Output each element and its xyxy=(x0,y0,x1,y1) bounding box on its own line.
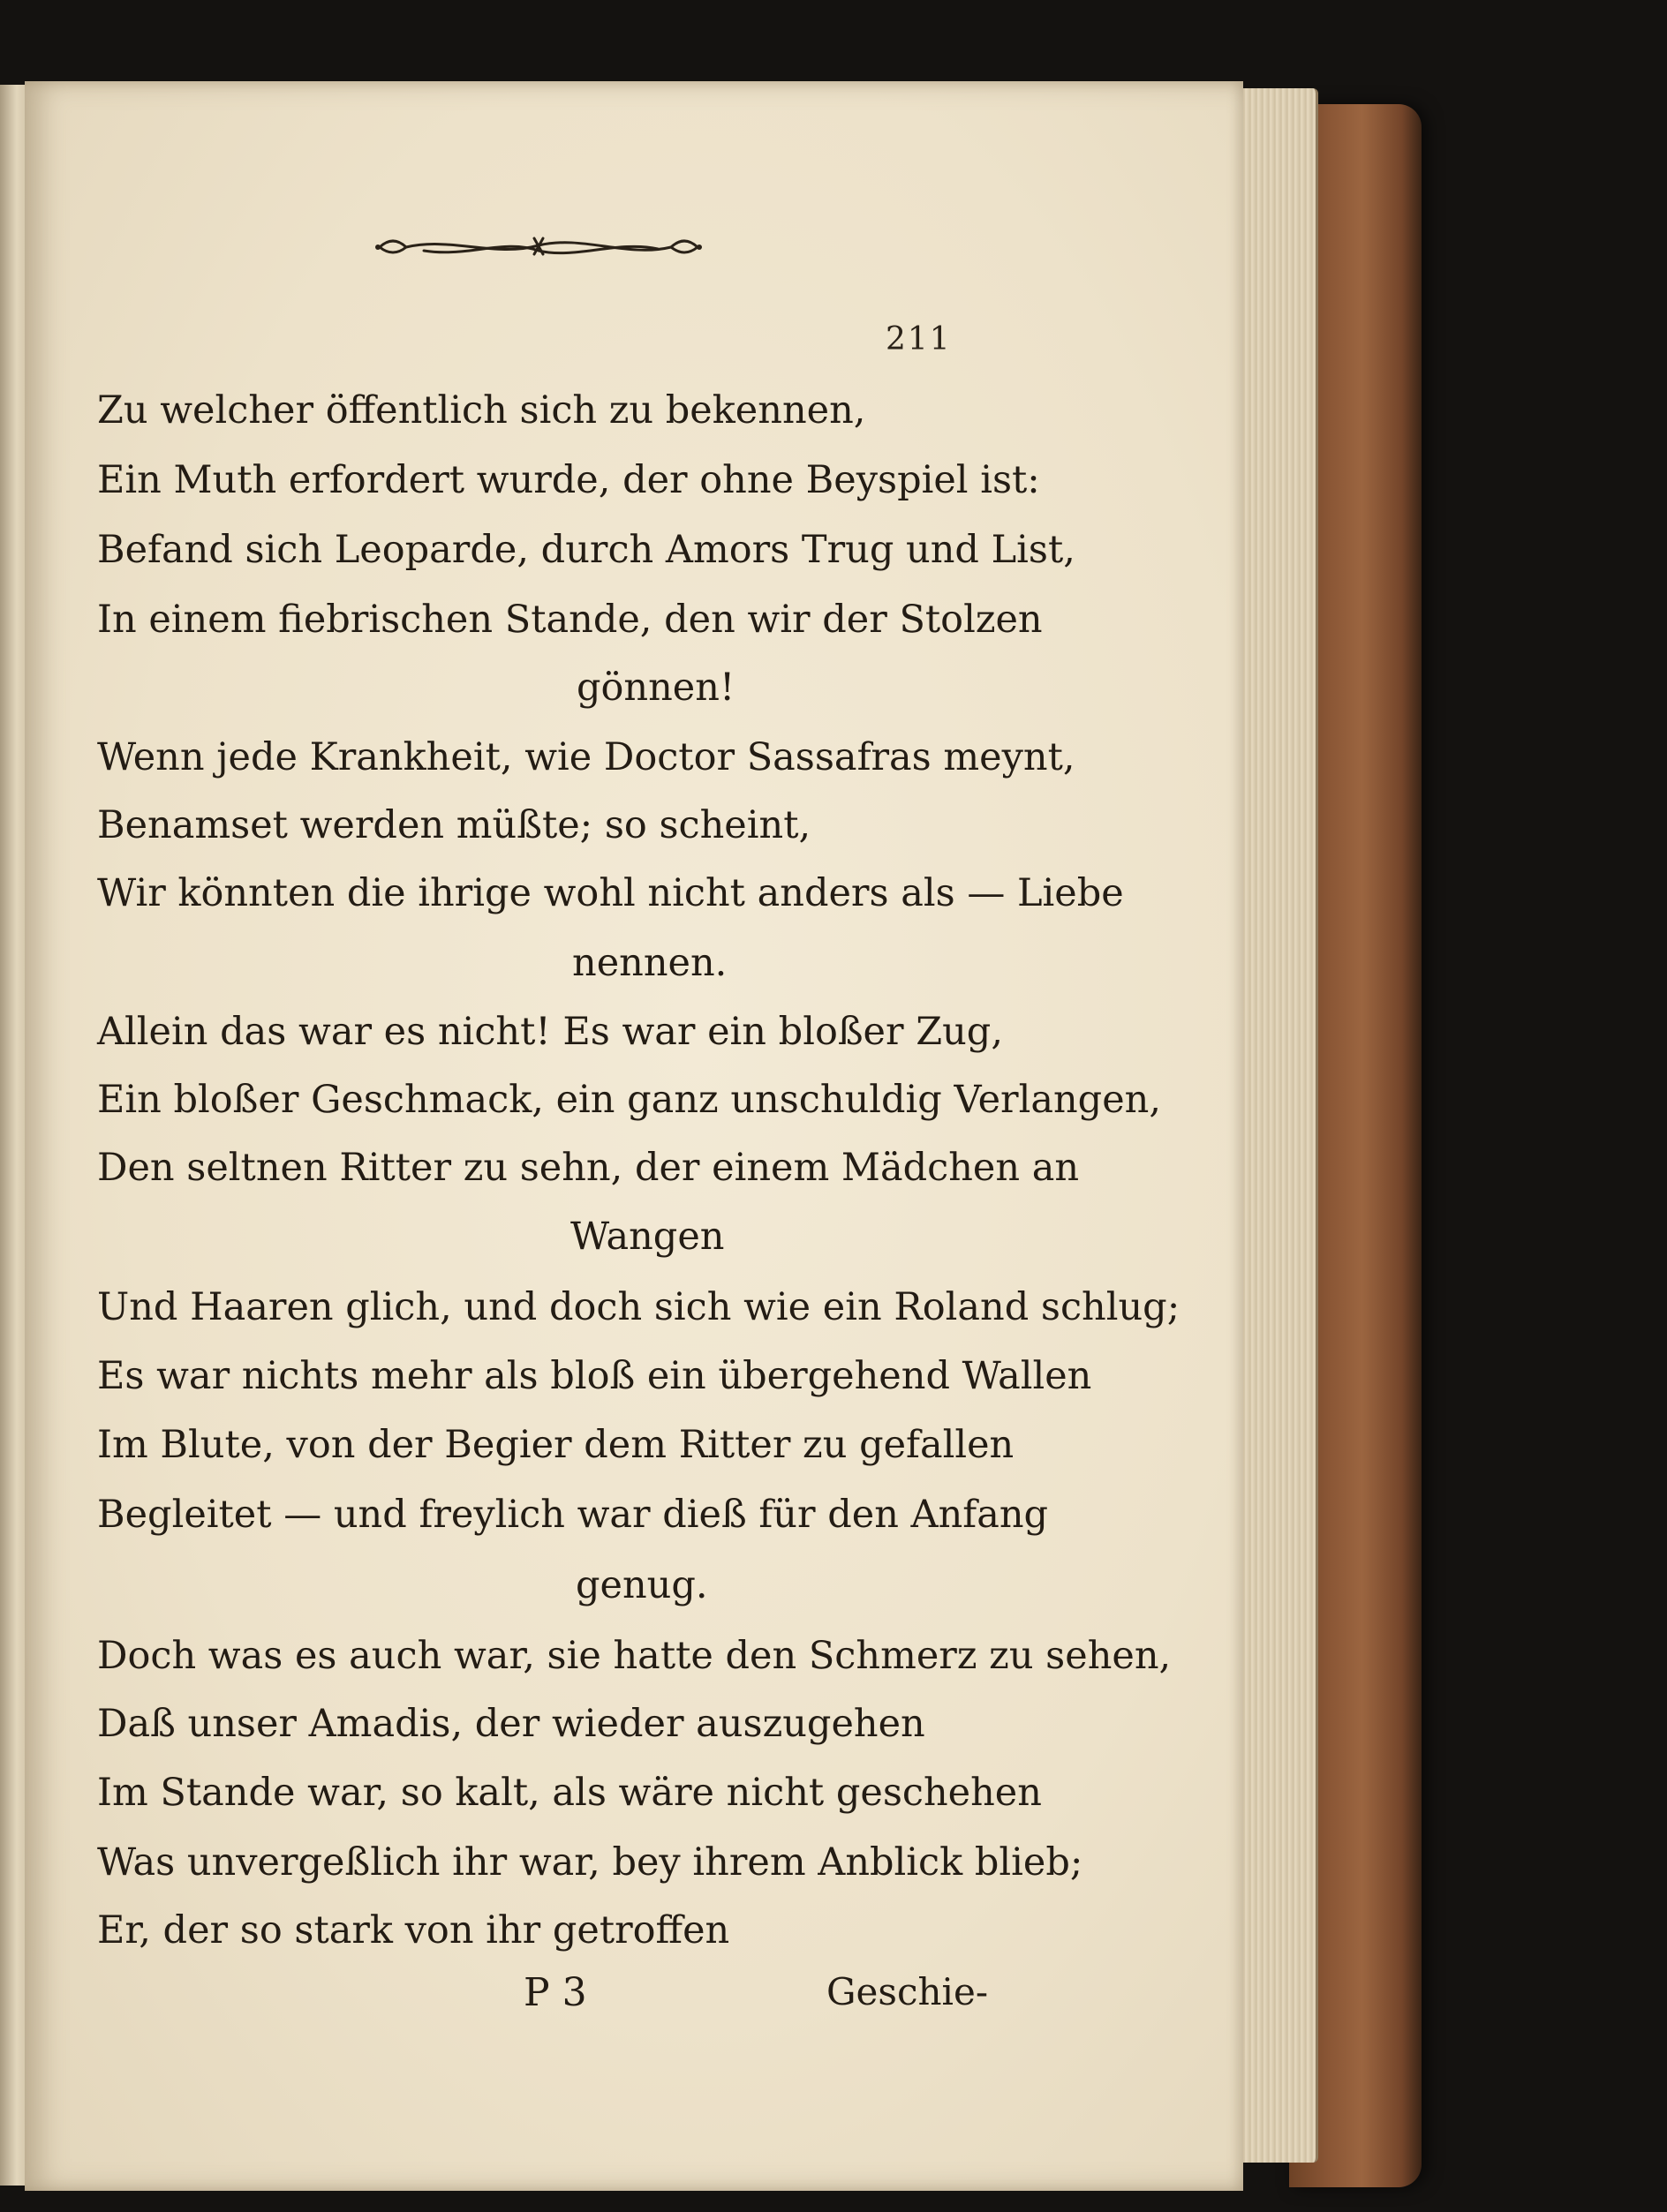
book-page xyxy=(25,81,1243,2191)
text-line: Ein bloßer Geschmack, ein ganz unschuldig Verlangen, xyxy=(97,1078,1162,1122)
text-line: Er, der so stark von ihr getroffen xyxy=(97,1908,730,1952)
text-line: gönnen! xyxy=(577,666,735,710)
text-line: Es war nichts mehr als bloß ein übergehend Wallen xyxy=(97,1354,1092,1398)
text-line: Was unvergeßlich ihr war, bey ihrem Anblick blieb; xyxy=(97,1840,1083,1885)
text-line: Allein das war es nicht! Es war ein bloßer Zug, xyxy=(97,1010,1003,1054)
text-line: Im Blute, von der Begier dem Ritter zu gefallen xyxy=(97,1423,1015,1467)
text-line: Im Stande war, so kalt, als wäre nicht geschehen xyxy=(97,1771,1042,1815)
catchword: Geschie- xyxy=(826,1970,989,2013)
text-line: Wangen xyxy=(570,1215,725,1259)
decorative-ornament-icon xyxy=(371,228,706,263)
page-number: 211 xyxy=(886,321,952,357)
text-line: nennen. xyxy=(572,941,728,985)
text-line: Den seltnen Ritter zu sehn, der einem Mädchen an xyxy=(97,1146,1080,1190)
signature-mark: P 3 xyxy=(524,1970,587,2015)
text-line: genug. xyxy=(576,1563,708,1607)
text-line: Befand sich Leoparde, durch Amors Trug und List, xyxy=(97,528,1075,572)
text-line: Und Haaren glich, und doch sich wie ein Roland schlug; xyxy=(97,1285,1180,1329)
text-line: Wir könnten die ihrige wohl nicht anders als — Liebe xyxy=(97,871,1124,915)
text-line: In einem fiebrischen Stande, den wir der Stolzen xyxy=(97,598,1043,642)
text-line: Benamset werden müßte; so scheint, xyxy=(97,803,811,847)
text-line: Daß unser Amadis, der wieder auszugehen xyxy=(97,1702,925,1746)
text-line: Wenn jede Krankheit, wie Doctor Sassafras meynt, xyxy=(97,735,1075,779)
text-line: Doch was es auch war, sie hatte den Schmerz zu sehen, xyxy=(97,1634,1172,1678)
text-line: Begleitet — und freylich war dieß für den Anfang xyxy=(97,1493,1049,1537)
text-line: Ein Muth erfordert wurde, der ohne Beyspiel ist: xyxy=(97,458,1040,502)
text-line: Zu welcher öffentlich sich zu bekennen, xyxy=(97,388,866,433)
